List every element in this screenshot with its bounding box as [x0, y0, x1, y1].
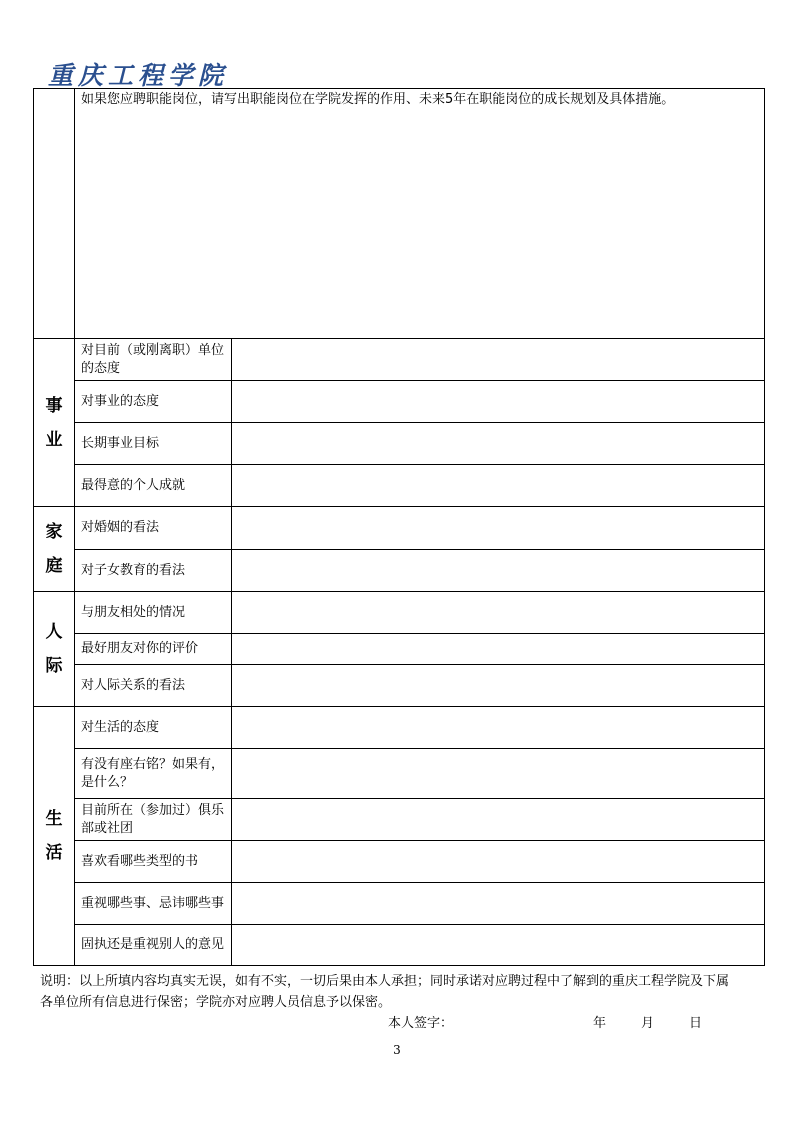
signature-line: [388, 1014, 702, 1034]
table-row: [34, 749, 765, 799]
category-life: 生 活: [34, 707, 75, 966]
month-label: 月: [641, 1016, 655, 1031]
table-row: [34, 592, 765, 634]
table-row: [34, 507, 765, 550]
category-family: 家 庭: [34, 507, 75, 592]
question-label: 固执还是重视别人的意见: [75, 925, 232, 966]
day-label: 日: [689, 1016, 703, 1031]
table-row: [34, 665, 765, 707]
table-row: [34, 634, 765, 665]
category-career: 事 业: [34, 339, 75, 507]
answer-cell[interactable]: [232, 665, 765, 707]
year-label: 年: [593, 1016, 607, 1031]
answer-cell[interactable]: [232, 592, 765, 634]
table-row: [34, 883, 765, 925]
answer-cell[interactable]: [232, 707, 765, 749]
answer-cell[interactable]: [232, 507, 765, 550]
table-row: [34, 550, 765, 592]
question-label: 最得意的个人成就: [75, 465, 232, 507]
question-label: 对子女教育的看法: [75, 550, 232, 592]
application-form-table: [33, 88, 765, 966]
answer-cell[interactable]: [232, 841, 765, 883]
question-label: 对人际关系的看法: [75, 665, 232, 707]
table-row: [34, 707, 765, 749]
answer-cell[interactable]: [232, 381, 765, 423]
question-label: 对目前（或刚离职）单位的态度: [75, 339, 232, 381]
answer-cell[interactable]: [232, 799, 765, 841]
question-label: 有没有座右铭？如果有，是什么？: [75, 749, 232, 799]
table-row: [34, 339, 765, 381]
question-label: 喜欢看哪些类型的书: [75, 841, 232, 883]
question-label: 对事业的态度: [75, 381, 232, 423]
table-row: [34, 465, 765, 507]
intro-blank-cell: [34, 89, 75, 339]
signature-label: 本人签字：: [388, 1016, 454, 1031]
question-label: 与朋友相处的情况: [75, 592, 232, 634]
table-row: [34, 925, 765, 966]
question-label: 长期事业目标: [75, 423, 232, 465]
answer-cell[interactable]: [232, 634, 765, 665]
question-label: 重视哪些事、忌讳哪些事: [75, 883, 232, 925]
question-label: 最好朋友对你的评价: [75, 634, 232, 665]
table-row: [34, 799, 765, 841]
answer-cell[interactable]: [232, 423, 765, 465]
table-row: [34, 841, 765, 883]
table-row: [34, 381, 765, 423]
answer-cell[interactable]: [232, 749, 765, 799]
question-label: 目前所在（参加过）俱乐部或社团: [75, 799, 232, 841]
intro-row: [34, 89, 765, 339]
answer-cell[interactable]: [232, 883, 765, 925]
question-label: 对生活的态度: [75, 707, 232, 749]
declaration-note: 说明：以上所填内容均真实无误，如有不实，一切后果由本人承担；同时承诺对应聘过程中了解到的重庆工程学院及下属各单位所有信息进行保密；学院亦对应聘人员信息予以保密。: [40, 974, 730, 1010]
answer-cell[interactable]: [232, 465, 765, 507]
intro-text-cell[interactable]: 如果您应聘职能岗位，请写出职能岗位在学院发挥的作用、未来5年在职能岗位的成长规划及具体措施。: [75, 89, 765, 339]
page-number: 3: [393, 1043, 401, 1057]
answer-cell[interactable]: [232, 339, 765, 381]
answer-cell[interactable]: [232, 550, 765, 592]
category-social: 人 际: [34, 592, 75, 707]
college-logo: 重庆工程学院: [48, 61, 229, 90]
answer-cell[interactable]: [232, 925, 765, 966]
question-label: 对婚姻的看法: [75, 507, 232, 550]
table-row: [34, 423, 765, 465]
